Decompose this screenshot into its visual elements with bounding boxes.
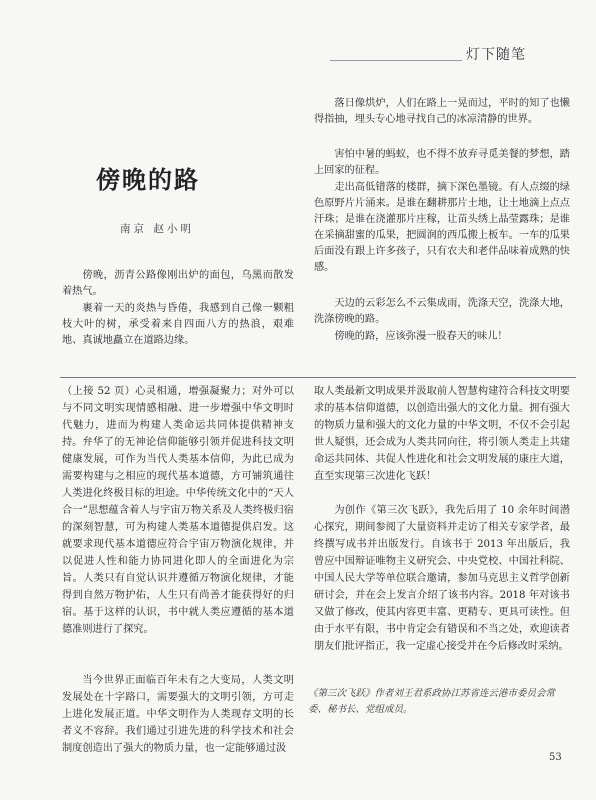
section-header: 灯下随笔 xyxy=(466,47,526,63)
article-title: 傍晚的路 xyxy=(96,165,200,194)
author-note: 《第三次飞跃》作者刘王君系政协江苏省连云港市委员会常委、秘书长、党组成员。 xyxy=(308,688,556,715)
article-paragraph: 天边的云彩怎么不云集成雨，洗涤天空，洗涤大地，洗涤傍晚的路。 xyxy=(314,298,570,325)
continuation-paragraph: （上接 52 页）心灵相通，增强凝聚力；对外可以与不同文明实现情感相融、进一步增强中华文明时代魅力，进而为构建人类命运共同体提供精神支持。 xyxy=(62,386,294,448)
article-paragraph: 走出高低错落的楼群，摘下深色墨镜。有人点缀的绿色原野片片涌来。是谁在翻耕那片土地，让土地滴上点点汗珠；是谁在浇灌那片庄稼，让苗头绣上晶莹露珠；是谁在采摘甜蜜的瓜果，把圆润的西瓜搬上板车。一车的瓜果后面没有跟上许多孩子，只有农夫和老伴品味着成熟的快感。 xyxy=(314,182,570,273)
continuation-paragraph: 弁华了的无神论信仰能够引领并促进科技文明健康发展，可作为当代人类基本信仰，为此已成为需要构建与之相应的现代基本道德，方可铺筑通往人类进化终极目标的坦途。中华传统文化中的“天人合一”思想蕴含着人与宇宙万物关系及人类终极归宿的深刻智慧，可为构建人类基本道德提供启发。这就要求现代基本道德应符合宇宙万物演化规律，并以促进人性和能力协同进化即人的全面进化为宗旨。人类只有自觉认识并遵循万物演化规律，才能得到自然万物护佑，人生只有尚善才能获得好的归宿。基于这样的认识，书中就人类应遵循的基本道德准则进行了探究。 xyxy=(62,437,294,635)
article-paragraph: 傍晚的路，应该弥漫一股春天的味儿！ xyxy=(334,331,508,342)
article-paragraph: 裹着一天的炎热与昏倦，我感到自己像一颗粗枝大叶的树，承受着来自四面八方的热浪，艰难地、真诚地矗立在道路边缘。 xyxy=(62,303,294,346)
continuation-paragraph: 当今世界正面临百年未有之大变局，人类文明发展处在十字路口，需要强大的文明引领，方可走上进化发展正道。中华文明作为人类现存文明的长者义不容辞。我们通过引进先进的科学技术和社会制度创造出了强大的物质力量，也一定能够通过汲 xyxy=(62,675,294,754)
article-paragraph: 害怕中暑的蚂蚁，也不得不放弃寻觅美餐的梦想，踏上回家的征程。 xyxy=(314,149,570,176)
article-author: 南京 赵小明 xyxy=(120,223,194,235)
section-divider xyxy=(60,377,576,378)
continuation-paragraph: 取人类最新文明成果并汲取前人智慧构建符合科技文明要求的基本信仰道德，以创造出强大的文化力量。拥有强大的物质力量和强大的文化力量的中华文明，不仅不会引起世人疑惧，还会成为人类共同向往，将引领人类走上共建命运共同体、共促人性进化和社会文明发展的康庄大道，直至实现第三次进化飞跃！ xyxy=(314,386,570,482)
article-paragraph: 傍晚，沥青公路像刚出炉的面包，乌黑而散发着热气。 xyxy=(62,270,294,297)
article-paragraph: 落日像烘炉，人们在路上一晃而过，平时的知了也懒得指抽，埋头专心地寻找自己的冰凉清静的世界。 xyxy=(314,98,570,125)
page-number: 53 xyxy=(549,752,562,763)
continuation-paragraph: 为创作《第三次飞跃》，我先后用了 10 余年时间潜心探究，期间参阅了大量资料并走访了相关专家学者，最终撰写成书并出版发行。自该书于 2013 年出版后，我曾应中国辩证唯物主义研究会、中央党校、中国社科院、中国人民大学等单位联合邀请，参加马克思主义哲学创新研讨会，并在会上发言介绍了该书内容。2018 年对该书又做了修改，使其内容更丰富、更精专、更具可读性。但由于水平有限，书中肯定会有错误和不当之处，欢迎读者朋友们批评指正，我一定虚心接受并在今后修改时采纳。 xyxy=(314,505,570,652)
